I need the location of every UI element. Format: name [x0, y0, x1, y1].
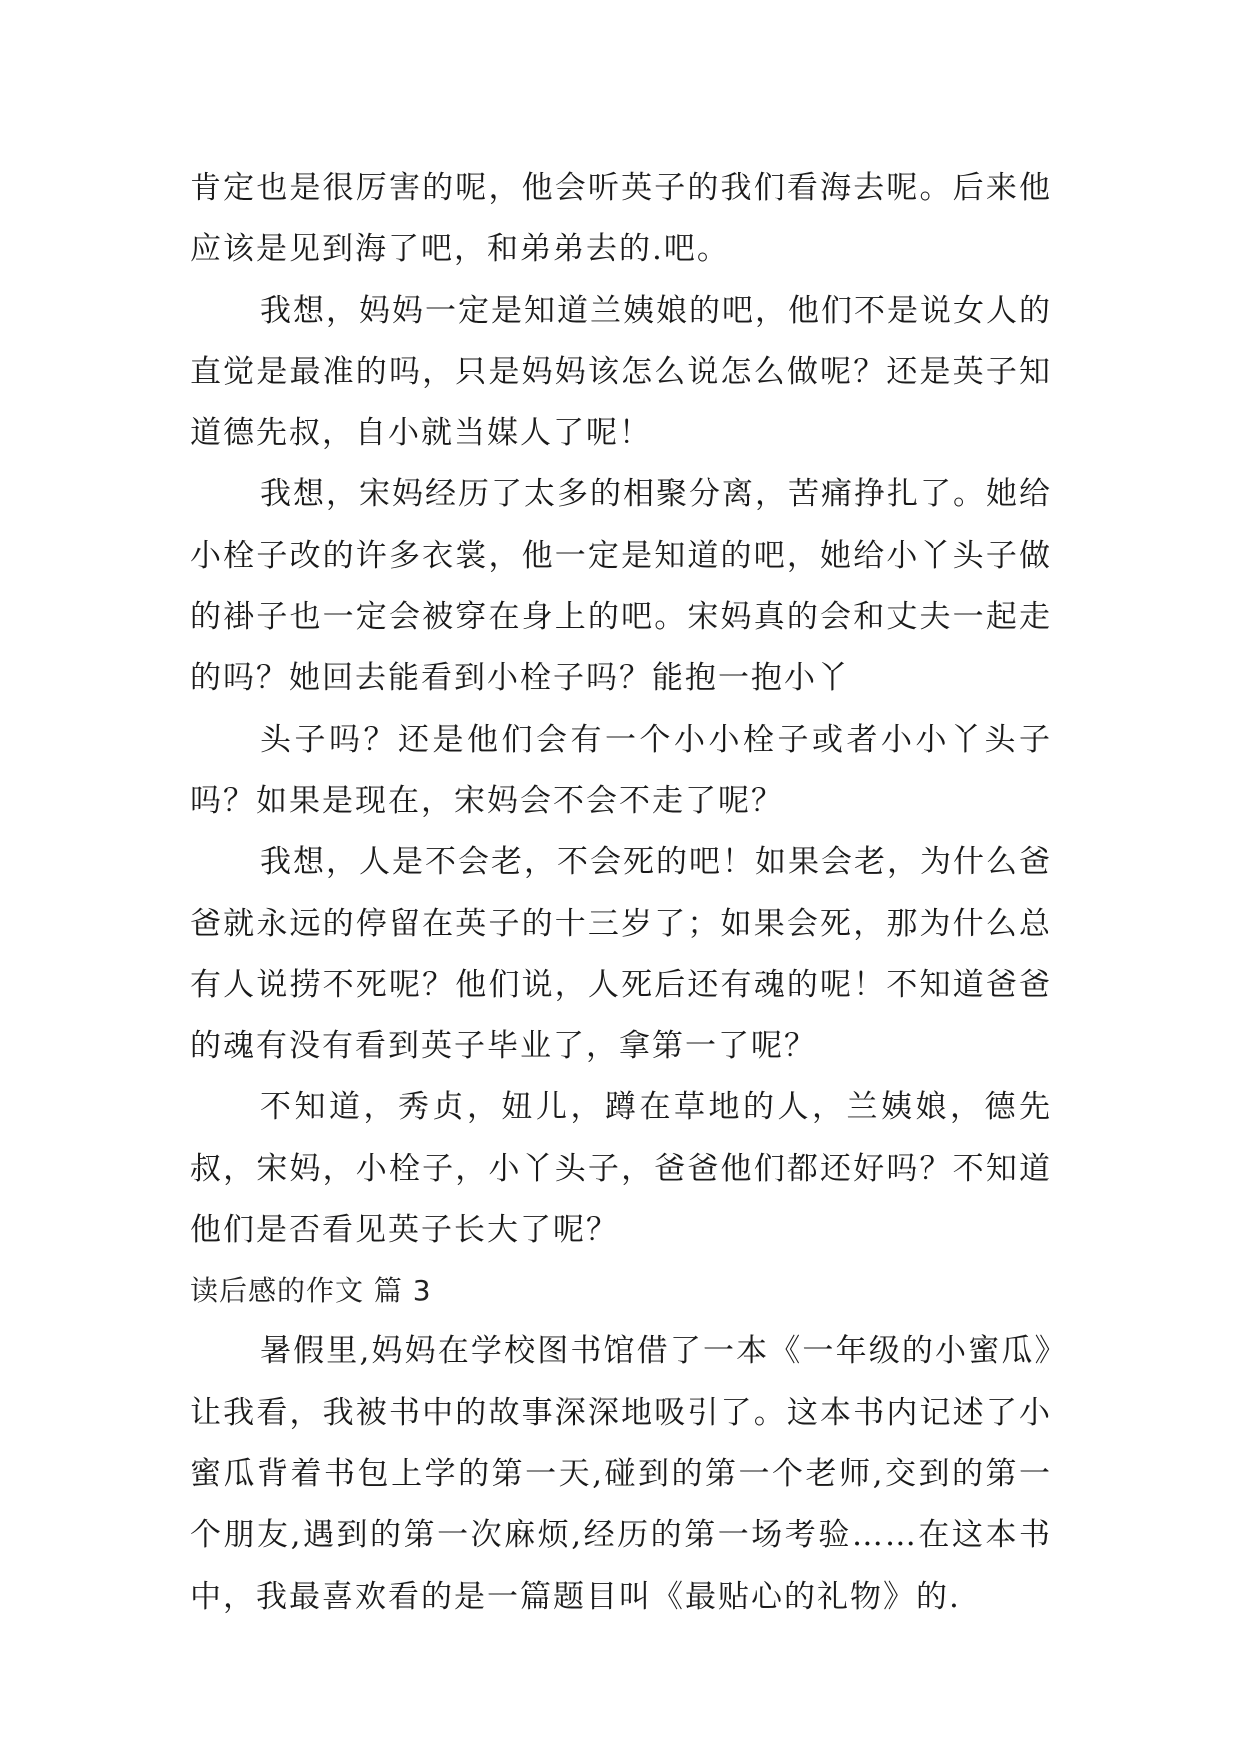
paragraph: 我想，妈妈一定是知道兰姨娘的吧，他们不是说女人的直觉是最准的吗，只是妈妈该怎么说怎么做呢？还是英子知道德先叔，自小就当媒人了呢！ [190, 292, 1052, 452]
paragraph: 不知道，秀贞，妞儿，蹲在草地的人，兰姨娘，德先叔，宋妈，小栓子，小丫头子，爸爸他们都还好吗？不知道他们是否看见英子长大了呢？ [190, 1089, 1052, 1249]
paragraph: 肯定也是很厉害的呢，他会听英子的我们看海去呢。后来他应该是见到海了吧，和弟弟去的.吧。 [190, 170, 1052, 268]
paragraph: 头子吗？还是他们会有一个小小栓子或者小小丫头子吗？如果是现在，宋妈会不会不走了呢？ [190, 721, 1052, 819]
document-body [190, 158, 1052, 1628]
section-heading: 读后感的作文 篇 3 [190, 1274, 432, 1308]
paragraph: 暑假里,妈妈在学校图书馆借了一本《一年级的小蜜瓜》让我看，我被书中的故事深深地吸引了。这本书内记述了小蜜瓜背着书包上学的第一天,碰到的第一个老师,交到的第一个朋友,遇到的第一次麻烦,经历的第一场考验……在这本书中，我最喜欢看的是一篇题目叫《最贴心的礼物》的. [190, 1333, 1052, 1615]
paragraph: 我想，人是不会老，不会死的吧！如果会老，为什么爸爸就永远的停留在英子的十三岁了；如果会死，那为什么总有人说捞不死呢？他们说，人死后还有魂的呢！不知道爸爸的魂有没有看到英子毕业了，拿第一了呢？ [190, 844, 1052, 1065]
paragraph: 我想，宋妈经历了太多的相聚分离，苦痛挣扎了。她给小栓子改的许多衣裳，他一定是知道的吧，她给小丫头子做的褂子也一定会被穿在身上的吧。宋妈真的会和丈夫一起走的吗？她回去能看到小栓子吗？能抱一抱小丫 [190, 476, 1052, 697]
